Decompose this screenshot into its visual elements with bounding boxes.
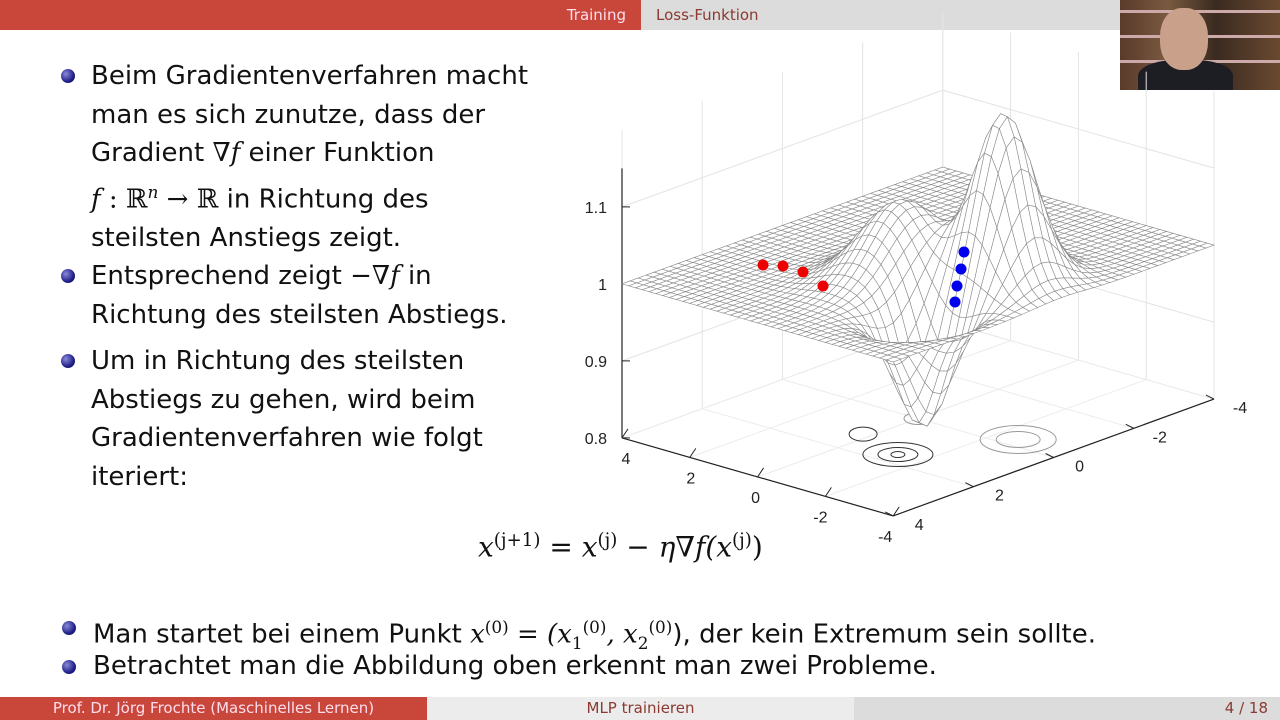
grid-line (702, 409, 973, 487)
contour-line (996, 431, 1040, 447)
y-tick-label: 0 (1075, 458, 1085, 476)
page-number: 4 / 18 (854, 697, 1280, 720)
subsection-title[interactable]: Loss-Funktion (641, 0, 1280, 30)
z-tick-label: 0.8 (584, 430, 607, 448)
bottom-bullet-1: Man startet bei einem Punkt $x^{(0)} = (x_1^{(0)}$, $x_2^{(0)}$), der kein Extremum sein sollte. (93, 617, 1097, 653)
contour-line (891, 452, 905, 458)
z-tick-label: 1.1 (584, 199, 607, 217)
bullet-1: Beim Gradientenverfahren macht man es sich zunutze, dass der Gradient ∇f einer Funktion f : ℝ$^n$ → ℝ in Richtung des steilsten Anstiegs zeigt. (91, 61, 529, 253)
x-tick-label: 0 (751, 489, 761, 507)
y-tick-label: 4 (914, 516, 924, 534)
y-tick-label: -4 (1232, 400, 1248, 418)
footer-title: MLP trainieren (427, 697, 854, 720)
y-tick-label: 2 (994, 487, 1004, 505)
x-tick-label: 4 (621, 450, 631, 468)
bullet-3: Um in Richtung des steilsten Abstiegs zu gehen, wird beim Gradientenverfahren wie folgt iteriert: (91, 346, 483, 492)
blue-path-point (956, 264, 967, 275)
red-path-point (778, 261, 789, 272)
footer-author: Prof. Dr. Jörg Frochte (Maschinelles Lernen) (0, 697, 427, 720)
bullet-icon (62, 660, 76, 674)
bullet-2: Entsprechend zeigt −∇f in Richtung des steilsten Abstiegs. (91, 261, 508, 330)
y-tick-label: -2 (1152, 429, 1167, 447)
red-path-point (818, 281, 829, 292)
grid-line (690, 341, 1011, 458)
x-tick-label: -4 (878, 528, 893, 546)
z-tick-label: 0.9 (584, 353, 607, 371)
contour-line (863, 443, 933, 467)
blue-path-point (959, 247, 970, 258)
red-path-point (798, 267, 809, 278)
red-path-point (758, 260, 769, 271)
x-tick-label: -2 (813, 509, 828, 527)
bullet-icon (62, 621, 76, 635)
update-equation: $x^{(j+1)} = x^{(j)} - \eta\nabla f(x^{(j)})$ (478, 530, 763, 564)
contour-line (878, 448, 918, 462)
blue-path-point (952, 281, 963, 292)
bottom-bullet-2: Betrachtet man die Abbildung oben erkennt man zwei Probleme. (93, 651, 937, 681)
z-tick-label: 1 (598, 276, 607, 294)
footer-bar (0, 697, 1280, 720)
x-tick-label: 2 (686, 470, 696, 488)
blue-path-point (950, 297, 961, 308)
section-title[interactable]: Training (0, 0, 641, 30)
